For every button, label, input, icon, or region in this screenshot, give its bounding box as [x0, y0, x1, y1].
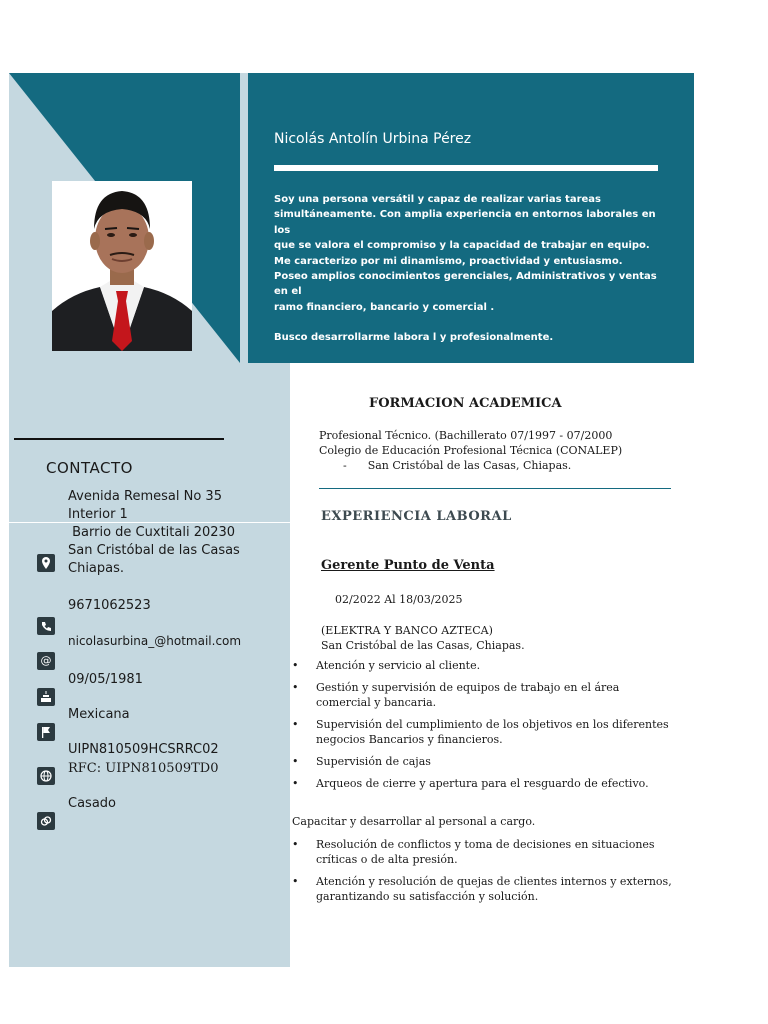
profile-line: Poseo amplios conocimientos gerenciales, Administrativos y ventas en el: [274, 271, 657, 298]
address-line: Chiapas.: [68, 561, 125, 576]
address: [68, 488, 240, 578]
contact-title: CONTACTO: [46, 459, 133, 477]
standalone-responsibility: Capacitar y desarrollar al personal a cargo.: [292, 815, 536, 828]
list-item: • Supervisión del cumplimiento de los objetivos en los diferentes negocios Bancarios y financieros.: [292, 717, 676, 747]
list-item: • Atención y servicio al cliente.: [292, 658, 676, 673]
job-dates: 02/2022 Al 18/03/2025: [335, 593, 463, 606]
education-location: - San Cristóbal de las Casas, Chiapas.: [343, 459, 572, 472]
birthdate: 09/05/1981: [68, 672, 143, 687]
rfc: RFC: UIPN810509TD0: [68, 761, 219, 776]
profile-line: Me caracterizo por mi dinamismo, proactividad y entusiasmo.: [274, 255, 623, 267]
list-item: • Atención y resolución de quejas de clientes internos y externos, garantizando su satisfacción y solución.: [292, 874, 676, 904]
profile-line: ramo financiero, bancario y comercial .: [274, 301, 495, 313]
job-company: (ELEKTRA Y BANCO AZTECA): [321, 624, 493, 637]
profile-closing: Busco desarrollarme labora l y profesionalmente.: [274, 332, 554, 344]
job-location: San Cristóbal de las Casas, Chiapas.: [321, 639, 525, 652]
profile-line: Soy una persona versátil y capaz de realizar varias tareas: [274, 194, 601, 205]
profile-line: simultáneamente. Con amplia experiencia en entornos laborales en los: [274, 209, 656, 236]
experience-title: EXPERIENCIA LABORAL: [321, 509, 512, 524]
profile-photo: [52, 181, 192, 351]
responsibilities-list: [292, 658, 676, 798]
list-item: • Gestión y supervisión de equipos de trabajo en el área comercial y bancaria.: [292, 680, 676, 710]
job-title: Gerente Punto de Venta: [321, 558, 495, 573]
globe-icon: [37, 767, 55, 785]
address-line: San Cristóbal de las Casas: [68, 543, 240, 558]
list-item: • Arqueos de cierre y apertura para el resguardo de efectivo.: [292, 776, 676, 791]
address-line: Avenida Remesal No 35: [68, 489, 222, 504]
address-line: Interior 1: [68, 507, 128, 522]
responsibilities-list-2: [292, 837, 676, 911]
marital-status: Casado: [68, 796, 116, 811]
rings-icon: [37, 812, 55, 830]
list-item: • Resolución de conflictos y toma de decisiones en situaciones críticas o de alta presión.: [292, 837, 676, 867]
phone-number: 9671062523: [68, 598, 151, 613]
nationality: Mexicana: [68, 707, 130, 722]
list-item: • Supervisión de cajas: [292, 754, 676, 769]
at-icon: @: [37, 652, 55, 670]
full-name: Nicolás Antolín Urbina Pérez: [274, 131, 472, 147]
profile-line: que se valora el compromiso y la capacidad de trabajar en equipo.: [274, 240, 650, 252]
sidebar-rule: [14, 438, 224, 440]
education-details: [319, 428, 699, 473]
education-school: Colegio de Educación Profesional Técnica (CONALEP): [319, 444, 623, 457]
curp: UIPN810509HCSRRC02: [68, 742, 219, 757]
name-underline: [274, 165, 658, 171]
location-icon: [37, 554, 55, 572]
cake-icon: [37, 688, 55, 706]
header-separator: [240, 73, 248, 363]
education-divider: [319, 488, 671, 489]
email-address: nicolasurbina_@hotmail.com: [68, 634, 242, 648]
address-line: Barrio de Cuxtitali 20230: [68, 525, 236, 540]
profile-summary: [274, 192, 662, 346]
phone-icon: [37, 617, 55, 635]
education-degree: Profesional Técnico. (Bachillerato 07/1997 - 07/2000: [319, 429, 613, 442]
flag-icon: [37, 723, 55, 741]
education-title: FORMACION ACADEMICA: [369, 396, 562, 411]
